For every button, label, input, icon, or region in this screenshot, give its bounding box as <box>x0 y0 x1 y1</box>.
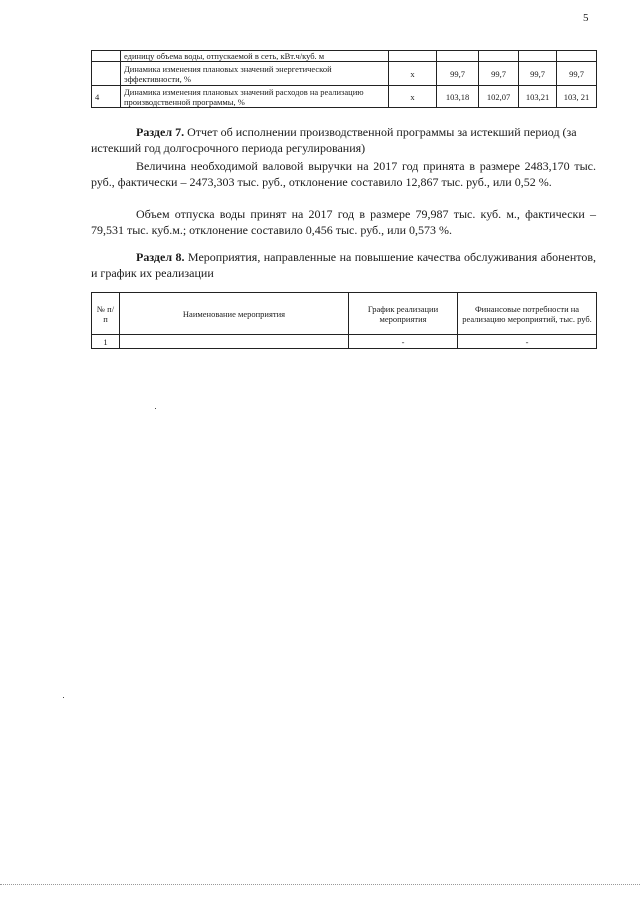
indicator-value: 102,07 <box>479 86 519 108</box>
revenue-paragraph: Величина необходимой валовой выручки на 2017 год принята в размере 2483,170 тыс. руб., фактически – 2473,303 тыс. руб., отклонение составило 12,867 тыс. руб., или 0,52 %. <box>91 159 596 189</box>
indicator-value: 103,21 <box>519 86 557 108</box>
section-7-label: Раздел 7. <box>136 125 185 139</box>
indicator-value: 103, 21 <box>557 86 597 108</box>
column-header-schedule: График реализации мероприятия <box>349 293 458 335</box>
event-finance: - <box>458 335 597 349</box>
scan-speck <box>63 697 64 698</box>
scan-speck <box>155 408 156 409</box>
indicator-value: 99,7 <box>557 62 597 86</box>
section-7-heading <box>91 124 596 156</box>
indicator-value <box>437 51 479 62</box>
table-row <box>92 86 597 108</box>
event-schedule: - <box>349 335 458 349</box>
section-7-title: Отчет об исполнении производственной программы за истекший период (за истекший год долгосрочного периода регулирования) <box>91 125 577 155</box>
events-table <box>91 292 597 349</box>
indicator-value <box>519 51 557 62</box>
column-header-name: Наименование мероприятия <box>120 293 349 335</box>
row-number: 1 <box>92 335 120 349</box>
indicator-value: х <box>389 86 437 108</box>
indicator-name: Динамика изменения плановых значений энергетической эффективности, % <box>121 62 389 86</box>
indicator-value: х <box>389 62 437 86</box>
table-row <box>92 51 597 62</box>
event-name <box>120 335 349 349</box>
table-header-row <box>92 293 597 335</box>
section-8-heading <box>91 249 596 281</box>
row-number <box>92 51 121 62</box>
row-number: 4 <box>92 86 121 108</box>
indicator-value: 99,7 <box>519 62 557 86</box>
column-header-number: № п/п <box>92 293 120 335</box>
column-header-finance: Финансовые потребности на реализацию мероприятий, тыс. руб. <box>458 293 597 335</box>
indicator-value <box>557 51 597 62</box>
indicator-value <box>479 51 519 62</box>
section-8-label: Раздел 8. <box>136 250 185 264</box>
section-8-title: Мероприятия, направленные на повышение качества обслуживания абонентов, и график их реализации <box>91 250 596 280</box>
page-number: 5 <box>583 12 589 24</box>
table-row <box>92 62 597 86</box>
energy-indicators-table <box>91 50 597 108</box>
indicator-value: 103,18 <box>437 86 479 108</box>
indicator-name: единицу объема воды, отпускаемой в сеть, кВт.ч/куб. м <box>121 51 389 62</box>
row-number <box>92 62 121 86</box>
indicator-value: 99,7 <box>479 62 519 86</box>
indicator-value: 99,7 <box>437 62 479 86</box>
indicator-name: Динамика изменения плановых значений расходов на реализацию производственной программы, % <box>121 86 389 108</box>
indicator-value <box>389 51 437 62</box>
table-row <box>92 335 597 349</box>
water-volume-paragraph: Объем отпуска воды принят на 2017 год в размере 79,987 тыс. куб. м., фактически – 79,531 тыс. куб.м.; отклонение составило 0,456 тыс. руб., или 0,573 %. <box>91 207 596 237</box>
scan-bottom-edge <box>0 884 640 885</box>
